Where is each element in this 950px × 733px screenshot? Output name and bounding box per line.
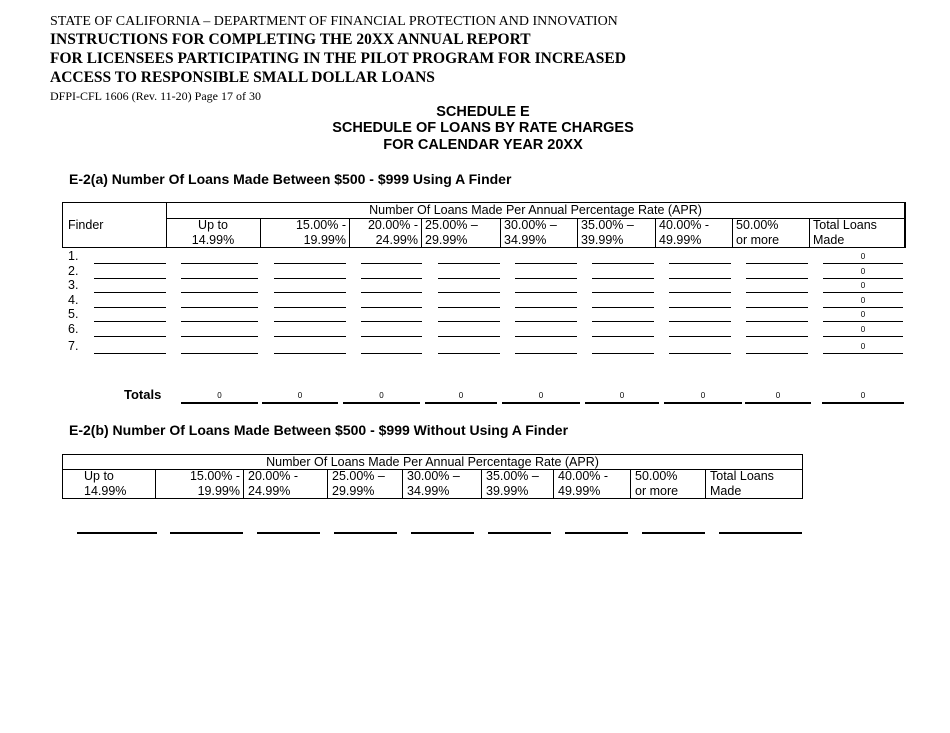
- section-b-apr-group-header: Number Of Loans Made Per Annual Percentage Rate (APR): [266, 455, 599, 469]
- loan-count-field[interactable]: [361, 278, 422, 279]
- row-number: 5.: [68, 307, 79, 321]
- column-header-line-2: 49.99%: [558, 484, 601, 498]
- loan-count-field[interactable]: [438, 263, 500, 264]
- finder-name-field[interactable]: [94, 353, 166, 354]
- row-total-value: 0: [860, 252, 866, 261]
- total-field: [664, 402, 742, 404]
- loan-count-field[interactable]: [592, 263, 654, 264]
- total-value: 0: [217, 391, 222, 400]
- loan-count-field[interactable]: [438, 307, 500, 308]
- finder-column-header: Finder: [68, 218, 104, 232]
- column-header-line-2: 24.99%: [375, 233, 418, 247]
- column-header: [630, 469, 705, 499]
- column-header-line-2: 49.99%: [659, 233, 702, 247]
- column-header-line-1: 25.00% –: [332, 469, 385, 483]
- column-header: [62, 469, 155, 499]
- totals-label: Totals: [124, 387, 162, 402]
- loan-count-field[interactable]: [669, 336, 731, 337]
- finder-name-field[interactable]: [94, 278, 166, 279]
- loan-count-field[interactable]: [438, 353, 500, 354]
- loan-count-field[interactable]: [488, 532, 551, 534]
- column-header-line-2: or more: [736, 233, 780, 247]
- row-number: 4.: [68, 293, 79, 307]
- loan-count-field[interactable]: [669, 278, 731, 279]
- column-header: [577, 218, 655, 248]
- section-a-apr-group-header: Number Of Loans Made Per Annual Percentage Rate (APR): [369, 203, 702, 217]
- loan-count-field[interactable]: [592, 336, 654, 337]
- loan-count-field[interactable]: [669, 263, 731, 264]
- column-header-line-1: 20.00% -: [248, 469, 299, 483]
- column-header-line-1: Up to: [84, 469, 114, 483]
- section-a-title: E-2(a) Number Of Loans Made Between $500 - $999 Using A Finder: [69, 171, 512, 187]
- loan-count-field[interactable]: [565, 532, 628, 534]
- total-field: [262, 402, 338, 404]
- section-b-title: E-2(b) Number Of Loans Made Between $500 - $999 Without Using A Finder: [69, 422, 569, 438]
- row-total-value: 0: [860, 310, 866, 319]
- loan-count-field[interactable]: [515, 321, 577, 322]
- column-header: [155, 469, 243, 499]
- loan-count-field[interactable]: [746, 292, 808, 293]
- row-total-field: [823, 307, 903, 308]
- loan-count-field[interactable]: [274, 263, 346, 264]
- finder-name-field[interactable]: [94, 263, 166, 264]
- total-value: 0: [700, 391, 706, 400]
- loan-count-field[interactable]: [515, 263, 577, 264]
- column-header: [402, 469, 481, 499]
- column-header-line-1: 40.00% -: [659, 218, 710, 232]
- row-total-field: [823, 278, 903, 279]
- row-total-field: [823, 336, 903, 337]
- total-value: 0: [538, 391, 544, 400]
- column-header-line-1: 50.00%: [736, 218, 779, 232]
- column-header-line-2: Made: [813, 233, 845, 247]
- loan-count-field[interactable]: [515, 292, 577, 293]
- total-value: 0: [458, 391, 464, 400]
- row-total-field: [823, 353, 903, 354]
- loan-count-field[interactable]: [592, 278, 654, 279]
- column-header-line-1: 35.00% –: [581, 218, 634, 232]
- schedule-year: FOR CALENDAR YEAR 20XX: [383, 137, 583, 153]
- column-header-line-1: 15.00% -: [295, 218, 346, 232]
- loan-count-field[interactable]: [181, 353, 258, 354]
- loan-count-field[interactable]: [274, 321, 346, 322]
- loan-count-field[interactable]: [746, 336, 808, 337]
- total-field: [585, 402, 659, 404]
- loan-count-field[interactable]: [411, 532, 474, 534]
- total-field: [502, 402, 580, 404]
- column-header-line-1: 15.00% -: [189, 469, 240, 483]
- column-header: [553, 469, 630, 499]
- loan-count-field[interactable]: [257, 532, 320, 534]
- loan-count-field[interactable]: [515, 278, 577, 279]
- loan-count-field[interactable]: [181, 292, 258, 293]
- loan-count-field[interactable]: [274, 353, 346, 354]
- total-value: 0: [379, 391, 384, 400]
- column-header-line-1: Total Loans: [710, 469, 774, 483]
- schedule-label: SCHEDULE E: [436, 104, 530, 120]
- row-total-value: 0: [860, 267, 866, 276]
- loan-count-field[interactable]: [181, 307, 258, 308]
- total-value: 0: [860, 391, 866, 400]
- total-value: 0: [297, 391, 303, 400]
- column-header-line-1: 30.00% –: [504, 218, 557, 232]
- column-header: [809, 218, 905, 248]
- loan-count-field[interactable]: [592, 321, 654, 322]
- loan-count-field[interactable]: [361, 321, 422, 322]
- row-number: 3.: [68, 278, 79, 292]
- column-header-line-2: 19.99%: [303, 233, 346, 247]
- column-header-line-2: 34.99%: [407, 484, 450, 498]
- loan-count-field[interactable]: [592, 292, 654, 293]
- column-header-line-1: 25.00% –: [425, 218, 478, 232]
- agency-line: STATE OF CALIFORNIA – DEPARTMENT OF FINANCIAL PROTECTION AND INNOVATION: [50, 14, 618, 29]
- loan-count-field[interactable]: [274, 278, 346, 279]
- total-field: [343, 402, 420, 404]
- loan-count-field[interactable]: [361, 336, 422, 337]
- column-header-line-2: 34.99%: [504, 233, 547, 247]
- row-number: 6.: [68, 322, 79, 336]
- column-header: [481, 469, 553, 499]
- loan-count-field[interactable]: [438, 321, 500, 322]
- loan-count-field[interactable]: [746, 263, 808, 264]
- row-number: 7.: [68, 339, 79, 353]
- loan-count-field[interactable]: [669, 321, 731, 322]
- column-header-line-2: or more: [635, 484, 679, 498]
- column-header-line-2: 24.99%: [248, 484, 291, 498]
- loan-count-field[interactable]: [515, 336, 577, 337]
- total-field: [822, 402, 904, 404]
- loan-count-field[interactable]: [515, 307, 577, 308]
- row-total-field: [823, 321, 903, 322]
- column-header-line-1: 35.00% –: [486, 469, 539, 483]
- column-header: [327, 469, 402, 499]
- loan-count-field[interactable]: [77, 532, 157, 534]
- finder-name-field[interactable]: [94, 292, 166, 293]
- loan-count-field[interactable]: [181, 336, 258, 337]
- column-header-line-2: 39.99%: [581, 233, 624, 247]
- report-title-line-1: INSTRUCTIONS FOR COMPLETING THE 20XX ANNUAL REPORT: [50, 31, 531, 48]
- loan-count-field[interactable]: [181, 321, 258, 322]
- column-header: [500, 218, 577, 248]
- row-total-field: [823, 292, 903, 293]
- loan-count-field[interactable]: [274, 307, 346, 308]
- column-header-line-2: Made: [710, 484, 742, 498]
- column-header-line-1: 30.00% –: [407, 469, 460, 483]
- report-title-line-2: FOR LICENSEES PARTICIPATING IN THE PILOT PROGRAM FOR INCREASED: [50, 50, 626, 67]
- loan-count-field[interactable]: [746, 278, 808, 279]
- loan-count-field[interactable]: [592, 307, 654, 308]
- loan-count-field[interactable]: [438, 336, 500, 337]
- column-divider: [905, 202, 906, 248]
- column-header: [655, 218, 732, 248]
- column-header-line-1: 20.00% -: [367, 218, 418, 232]
- loan-count-field[interactable]: [746, 353, 808, 354]
- finder-name-field[interactable]: [94, 321, 166, 322]
- column-header-line-2: 14.99%: [191, 233, 235, 247]
- total-value: 0: [775, 391, 781, 400]
- row-total-value: 0: [860, 296, 866, 305]
- row-total-value: 0: [860, 325, 866, 334]
- row-total-value: 0: [860, 281, 866, 290]
- column-header-line-2: 19.99%: [197, 484, 240, 498]
- loan-count-field[interactable]: [361, 263, 422, 264]
- loan-count-field[interactable]: [170, 532, 243, 534]
- column-header-line-1: Up to: [198, 218, 228, 232]
- loan-count-field[interactable]: [669, 307, 731, 308]
- column-header: [243, 469, 327, 499]
- loan-count-field[interactable]: [669, 292, 731, 293]
- loan-count-field[interactable]: [592, 353, 654, 354]
- report-title-line-3: ACCESS TO RESPONSIBLE SMALL DOLLAR LOANS: [50, 69, 435, 86]
- loan-count-field[interactable]: [746, 307, 808, 308]
- loan-count-field[interactable]: [669, 353, 731, 354]
- column-header-line-2: 14.99%: [84, 484, 127, 498]
- column-header-line-1: Total Loans: [813, 218, 877, 232]
- row-total-field: [823, 263, 903, 264]
- row-number: 1.: [68, 249, 79, 263]
- total-field: [745, 402, 811, 404]
- column-header-line-2: 39.99%: [486, 484, 529, 498]
- column-header-line-2: 29.99%: [425, 233, 468, 247]
- loan-count-field[interactable]: [274, 336, 346, 337]
- loan-count-field[interactable]: [181, 278, 258, 279]
- column-header: [705, 469, 803, 499]
- column-header-line-2: 29.99%: [332, 484, 375, 498]
- loan-count-field[interactable]: [361, 292, 422, 293]
- loan-count-field[interactable]: [642, 532, 705, 534]
- loan-count-field[interactable]: [438, 292, 500, 293]
- total-field: [181, 402, 258, 404]
- column-header: [349, 218, 421, 248]
- column-header: [421, 218, 500, 248]
- column-header: [166, 218, 260, 248]
- total-value: 0: [619, 391, 625, 400]
- row-total-value: 0: [860, 342, 866, 351]
- form-id: DFPI-CFL 1606 (Rev. 11-20) Page 17 of 30: [50, 89, 261, 103]
- loan-count-field[interactable]: [181, 263, 258, 264]
- total-loans-field[interactable]: [719, 532, 802, 534]
- loan-count-field[interactable]: [515, 353, 577, 354]
- column-header-line-1: 50.00%: [635, 469, 678, 483]
- loan-count-field[interactable]: [746, 321, 808, 322]
- loan-count-field[interactable]: [334, 532, 397, 534]
- loan-count-field[interactable]: [438, 278, 500, 279]
- column-header: [732, 218, 809, 248]
- row-number: 2.: [68, 264, 79, 278]
- column-header-line-1: 40.00% -: [558, 469, 609, 483]
- loan-count-field[interactable]: [361, 353, 422, 354]
- finder-name-field[interactable]: [94, 336, 166, 337]
- schedule-title: SCHEDULE OF LOANS BY RATE CHARGES: [332, 120, 634, 136]
- finder-name-field[interactable]: [94, 307, 166, 308]
- total-field: [425, 402, 497, 404]
- column-header: [260, 218, 349, 248]
- loan-count-field[interactable]: [361, 307, 422, 308]
- loan-count-field[interactable]: [274, 292, 346, 293]
